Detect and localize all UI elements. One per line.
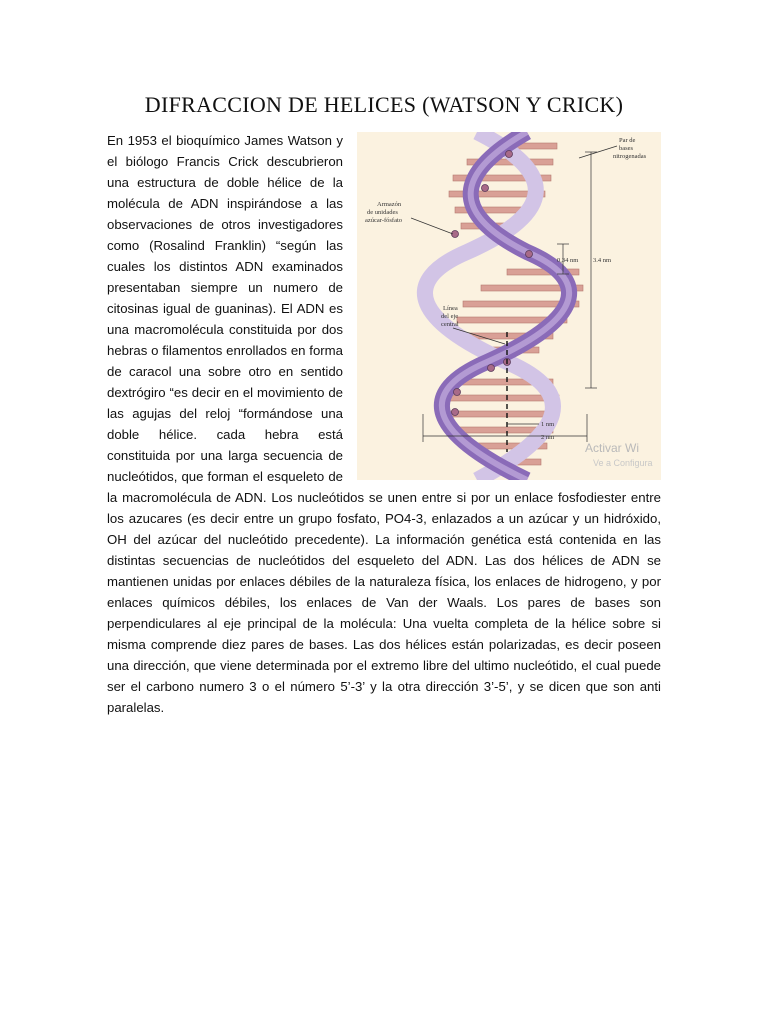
page-title: DIFRACCION DE HELICES (WATSON Y CRICK) — [144, 92, 624, 117]
base-pair-rung — [441, 395, 559, 401]
dna-double-helix-figure — [357, 132, 661, 480]
intro-paragraph: En 1953 el bioquímico James Watson y el biólogo Francis Crick descubrieron una estructura de doble hélice de la molécula de ADN inspirándose a las observaciones de otros investigadores como (Rosalind Franklin) “según las cuales los distintos ADN examinados presentaban siempre un numero de citosinas igual de guaninas). El ADN es una macromolécula constituida por dos hebras o filamentos enrollados en forma de caracol una sobre otro en sentido dextrógiro “es decir en el movimiento de las agujas del reloj “formándose una doble hélice. cada hebra está constituida por una larga secuencia de nucleótidos, que forman el esqueleto de la macromolécula de ADN. Los nucleótidos se unen entre si por un enlace fosfodiester entre los azucares (es decir entre un grupo fosfato, PO4-3, enlazados a un azúcar y un hidróxido, OH del azúcar del nucleótido precedente). La información genética está contenida en las distintas secuencias de nucleótidos del esqueleto del ADN. Las dos hélices de ADN se mantienen unidas por enlaces débiles de la naturaleza física, los enlaces de hidrogeno, y por enlaces químicos débiles, los enlaces de Van der Waals. Los pares de bases son perpendiculares al eje principal de la molécula: Una vuelta completa de la hélice sobre si misma comprende diez pares de bases. Las dos hélices están polarizadas, es decir poseen una dirección, que viene determinada por el extremo libre del ultimo nucleótido, el cual puede ser el carbono numero 3 o el número 5’-3’ y la otra dirección 3’-5’, y se dicen que son anti paralelas. — [107, 133, 661, 715]
dna-diagram — [357, 132, 661, 480]
label-axis-3: central — [441, 321, 459, 328]
label-base-pairs-3: nitrogenadas — [613, 153, 647, 160]
label-dim-1nm: 1 nm — [541, 421, 555, 428]
label-backbone-1: Armazón — [377, 201, 402, 208]
label-dim-34: 3.4 nm — [593, 257, 612, 264]
label-base-pairs-2: bases — [619, 145, 634, 152]
label-backbone-2: de unidades — [367, 209, 398, 216]
label-axis-2: del eje — [441, 313, 459, 320]
watermark-line-1: Activar Wi — [585, 441, 639, 455]
body-text — [107, 130, 661, 718]
watermark-line-2: Ve a Configura — [593, 458, 653, 468]
label-dim-034: 0,34 nm — [557, 257, 579, 264]
label-base-pairs-1: Par de — [619, 137, 636, 144]
label-backbone-3: azúcar-fósfato — [365, 217, 403, 224]
label-axis-1: Línea — [443, 305, 458, 312]
label-dim-2nm: 2 nm — [541, 434, 555, 441]
